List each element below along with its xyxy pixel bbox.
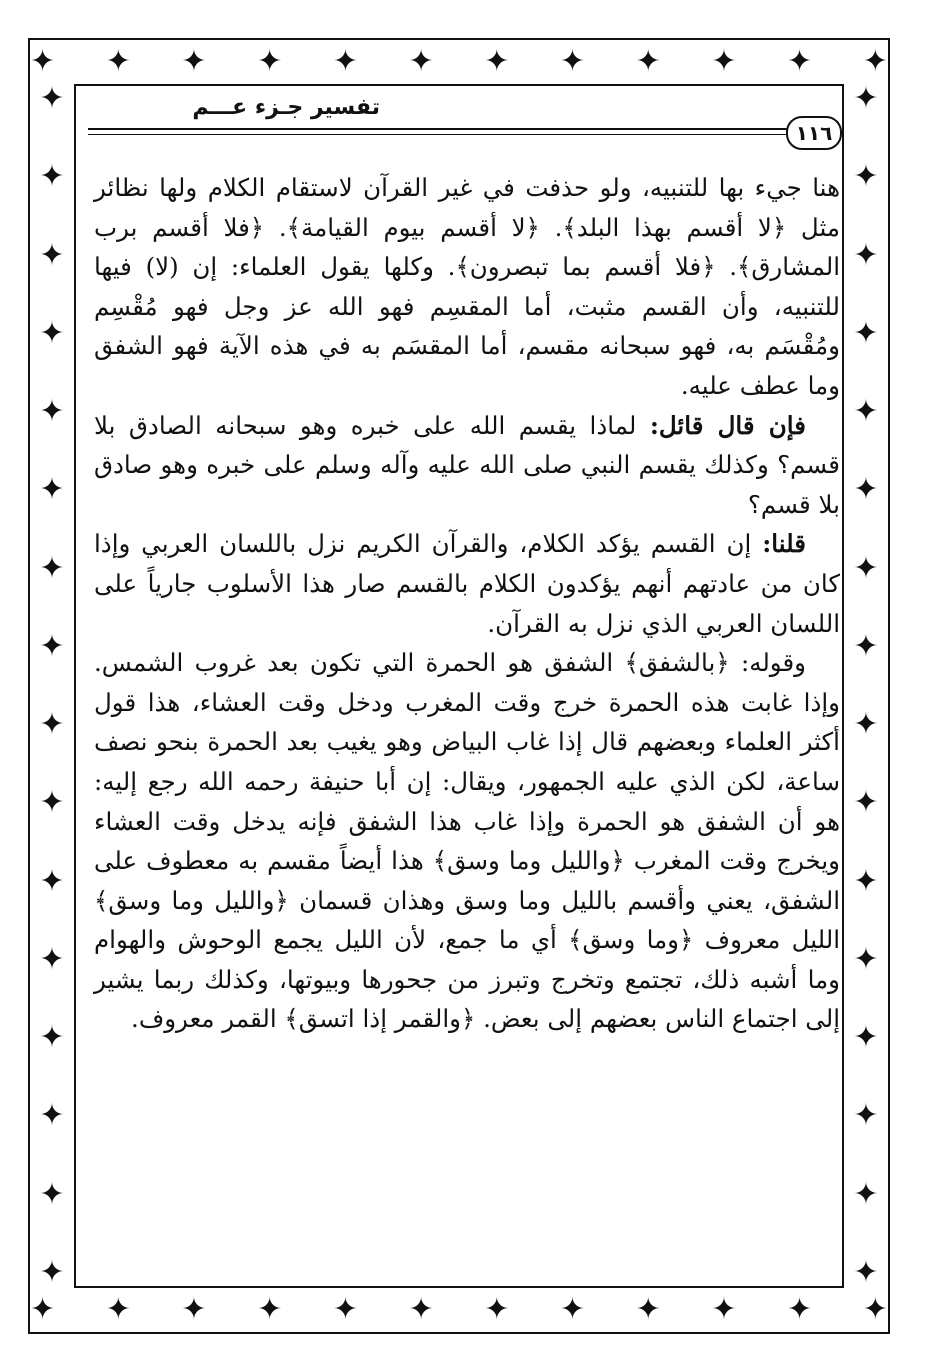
- star-ornament-icon: ✦: [711, 1292, 737, 1327]
- star-ornament-icon: ✦: [332, 44, 358, 79]
- star-ornament-icon: ✦: [862, 1292, 888, 1327]
- page-body: [94, 168, 840, 1039]
- ornament-band-right: [844, 81, 888, 1290]
- paragraph-2: [94, 406, 840, 525]
- star-ornament-icon: ✦: [39, 315, 65, 351]
- star-ornament-icon: ✦: [39, 1254, 65, 1290]
- star-ornament-icon: ✦: [853, 1254, 879, 1290]
- paragraph-2-lead: فإن قال قائل:: [649, 410, 806, 440]
- star-ornament-icon: ✦: [181, 1292, 207, 1327]
- star-ornament-icon: ✦: [39, 1176, 65, 1212]
- star-ornament-icon: ✦: [484, 1292, 510, 1327]
- star-ornament-icon: ✦: [39, 1098, 65, 1134]
- star-ornament-icon: ✦: [862, 44, 888, 79]
- star-ornament-icon: ✦: [711, 44, 737, 79]
- star-ornament-icon: ✦: [635, 1292, 661, 1327]
- star-ornament-icon: ✦: [39, 237, 65, 273]
- header-rule-thin: [88, 134, 788, 135]
- paragraph-1: هنا جيء بها للتنبيه، ولو حذفت في غير القرآن لاستقام الكلام ولها نظائر مثل ﴿لا أقسم بهذا البلد﴾. ﴿لا أقسم بيوم القيامة﴾. ﴿فلا أقسم برب المشارق﴾. ﴿فلا أقسم بما تبصرون﴾. وكلها يقول العلماء: إن (لا) فيها للتنبيه، وأن القسم مثبت، أما المقسِم فهو الله عز وجل فهو مُقْسِم ومُقْسَم به، فهو سبحانه مقسم، أما المقسَم به في هذه الآية فهو الشفق وما عطف عليه.: [94, 173, 840, 400]
- star-ornament-icon: ✦: [853, 394, 879, 430]
- star-ornament-icon: ✦: [332, 1292, 358, 1327]
- star-ornament-icon: ✦: [484, 44, 510, 79]
- star-ornament-icon: ✦: [39, 550, 65, 586]
- ornament-band-top: [30, 40, 888, 84]
- star-ornament-icon: ✦: [39, 941, 65, 977]
- star-ornament-icon: ✦: [853, 941, 879, 977]
- ornament-band-bottom: [30, 1288, 888, 1332]
- star-ornament-icon: ✦: [853, 315, 879, 351]
- running-header-title: تفسير جـزء عـــم: [192, 95, 380, 120]
- star-ornament-icon: ✦: [853, 472, 879, 508]
- star-ornament-icon: ✦: [787, 1292, 813, 1327]
- star-ornament-icon: ✦: [39, 472, 65, 508]
- star-ornament-icon: ✦: [853, 1098, 879, 1134]
- star-ornament-icon: ✦: [39, 394, 65, 430]
- star-ornament-icon: ✦: [257, 44, 283, 79]
- star-ornament-icon: ✦: [181, 44, 207, 79]
- star-ornament-icon: ✦: [853, 628, 879, 664]
- paragraph-4: وقوله: ﴿بالشفق﴾ الشفق هو الحمرة التي تكون بعد غروب الشمس. وإذا غابت هذه الحمرة خرج وقت المغرب ودخل وقت العشاء، هذا قول أكثر العلماء وبعضهم قال إذا غاب البياض وهو يغيب بعد الحمرة بنحو نصف ساعة، لكن الذي عليه الجمهور، ويقال: إن أبا حنيفة رحمه الله رجع إليه: هو أن الشفق هو الحمرة وإذا غاب هذا الشفق فإنه يدخل وقت العشاء ويخرج وقت المغرب ﴿والليل وما وسق﴾ هذا أيضاً مقسم به معطوف على الشفق، يعني وأقسم بالليل وما وسق وهذان قسمان ﴿والليل وما وسق﴾ الليل معروف ﴿وما وسق﴾ أي ما جمع، لأن الليل يجمع الوحوش والهوام وما أشبه ذلك، تجتمع وتخرج وتبرز من جحورها وبيوتها، وكذلك ربما يشير إلى اجتماع الناس بعضهم إلى بعض. ﴿والقمر إذا اتسق﴾ القمر معروف.: [94, 648, 840, 1034]
- paragraph-3: [94, 524, 840, 643]
- star-ornament-icon: ✦: [559, 44, 586, 79]
- page-number: ١١٦: [786, 116, 842, 150]
- star-ornament-icon: ✦: [853, 785, 879, 821]
- star-ornament-icon: ✦: [787, 44, 813, 79]
- star-ornament-icon: ✦: [853, 707, 879, 743]
- star-ornament-icon: ✦: [408, 44, 434, 79]
- star-ornament-icon: ✦: [853, 237, 879, 273]
- star-ornament-icon: ✦: [853, 550, 879, 586]
- star-ornament-icon: ✦: [853, 1020, 879, 1056]
- star-ornament-icon: ✦: [39, 863, 65, 899]
- star-ornament-icon: ✦: [853, 159, 879, 195]
- star-ornament-icon: ✦: [853, 1176, 879, 1212]
- header-rule: [88, 128, 788, 130]
- star-ornament-icon: ✦: [39, 81, 65, 116]
- star-ornament-icon: ✦: [635, 44, 661, 79]
- star-ornament-icon: ✦: [39, 707, 65, 743]
- paragraph-3-text: إن القسم يؤكد الكلام، والقرآن الكريم نزل باللسان العربي وإذا كان من عادتهم أنهم يؤكدون الكلام بالقسم صار هذا الأسلوب جارياً على اللسان العربي الذي نزل به القرآن.: [94, 529, 840, 638]
- star-ornament-icon: ✦: [853, 81, 879, 116]
- paragraph-3-lead: قلنا:: [762, 529, 806, 559]
- ornament-band-left: [30, 81, 74, 1290]
- star-ornament-icon: ✦: [408, 1292, 434, 1327]
- star-ornament-icon: ✦: [30, 1292, 56, 1327]
- star-ornament-icon: ✦: [39, 628, 65, 664]
- star-ornament-icon: ✦: [105, 1292, 131, 1327]
- star-ornament-icon: ✦: [559, 1292, 586, 1327]
- star-ornament-icon: ✦: [39, 159, 65, 195]
- star-ornament-icon: ✦: [105, 44, 131, 79]
- paragraph-2-text: لماذا يقسم الله على خبره وهو سبحانه الصادق بلا قسم؟ وكذلك يقسم النبي صلى الله عليه وآله وسلم على خبره وهو صادق بلا قسم؟: [94, 410, 840, 519]
- star-ornament-icon: ✦: [853, 863, 879, 899]
- star-ornament-icon: ✦: [257, 1292, 283, 1327]
- star-ornament-icon: ✦: [30, 44, 56, 79]
- star-ornament-icon: ✦: [39, 785, 65, 821]
- star-ornament-icon: ✦: [39, 1020, 65, 1056]
